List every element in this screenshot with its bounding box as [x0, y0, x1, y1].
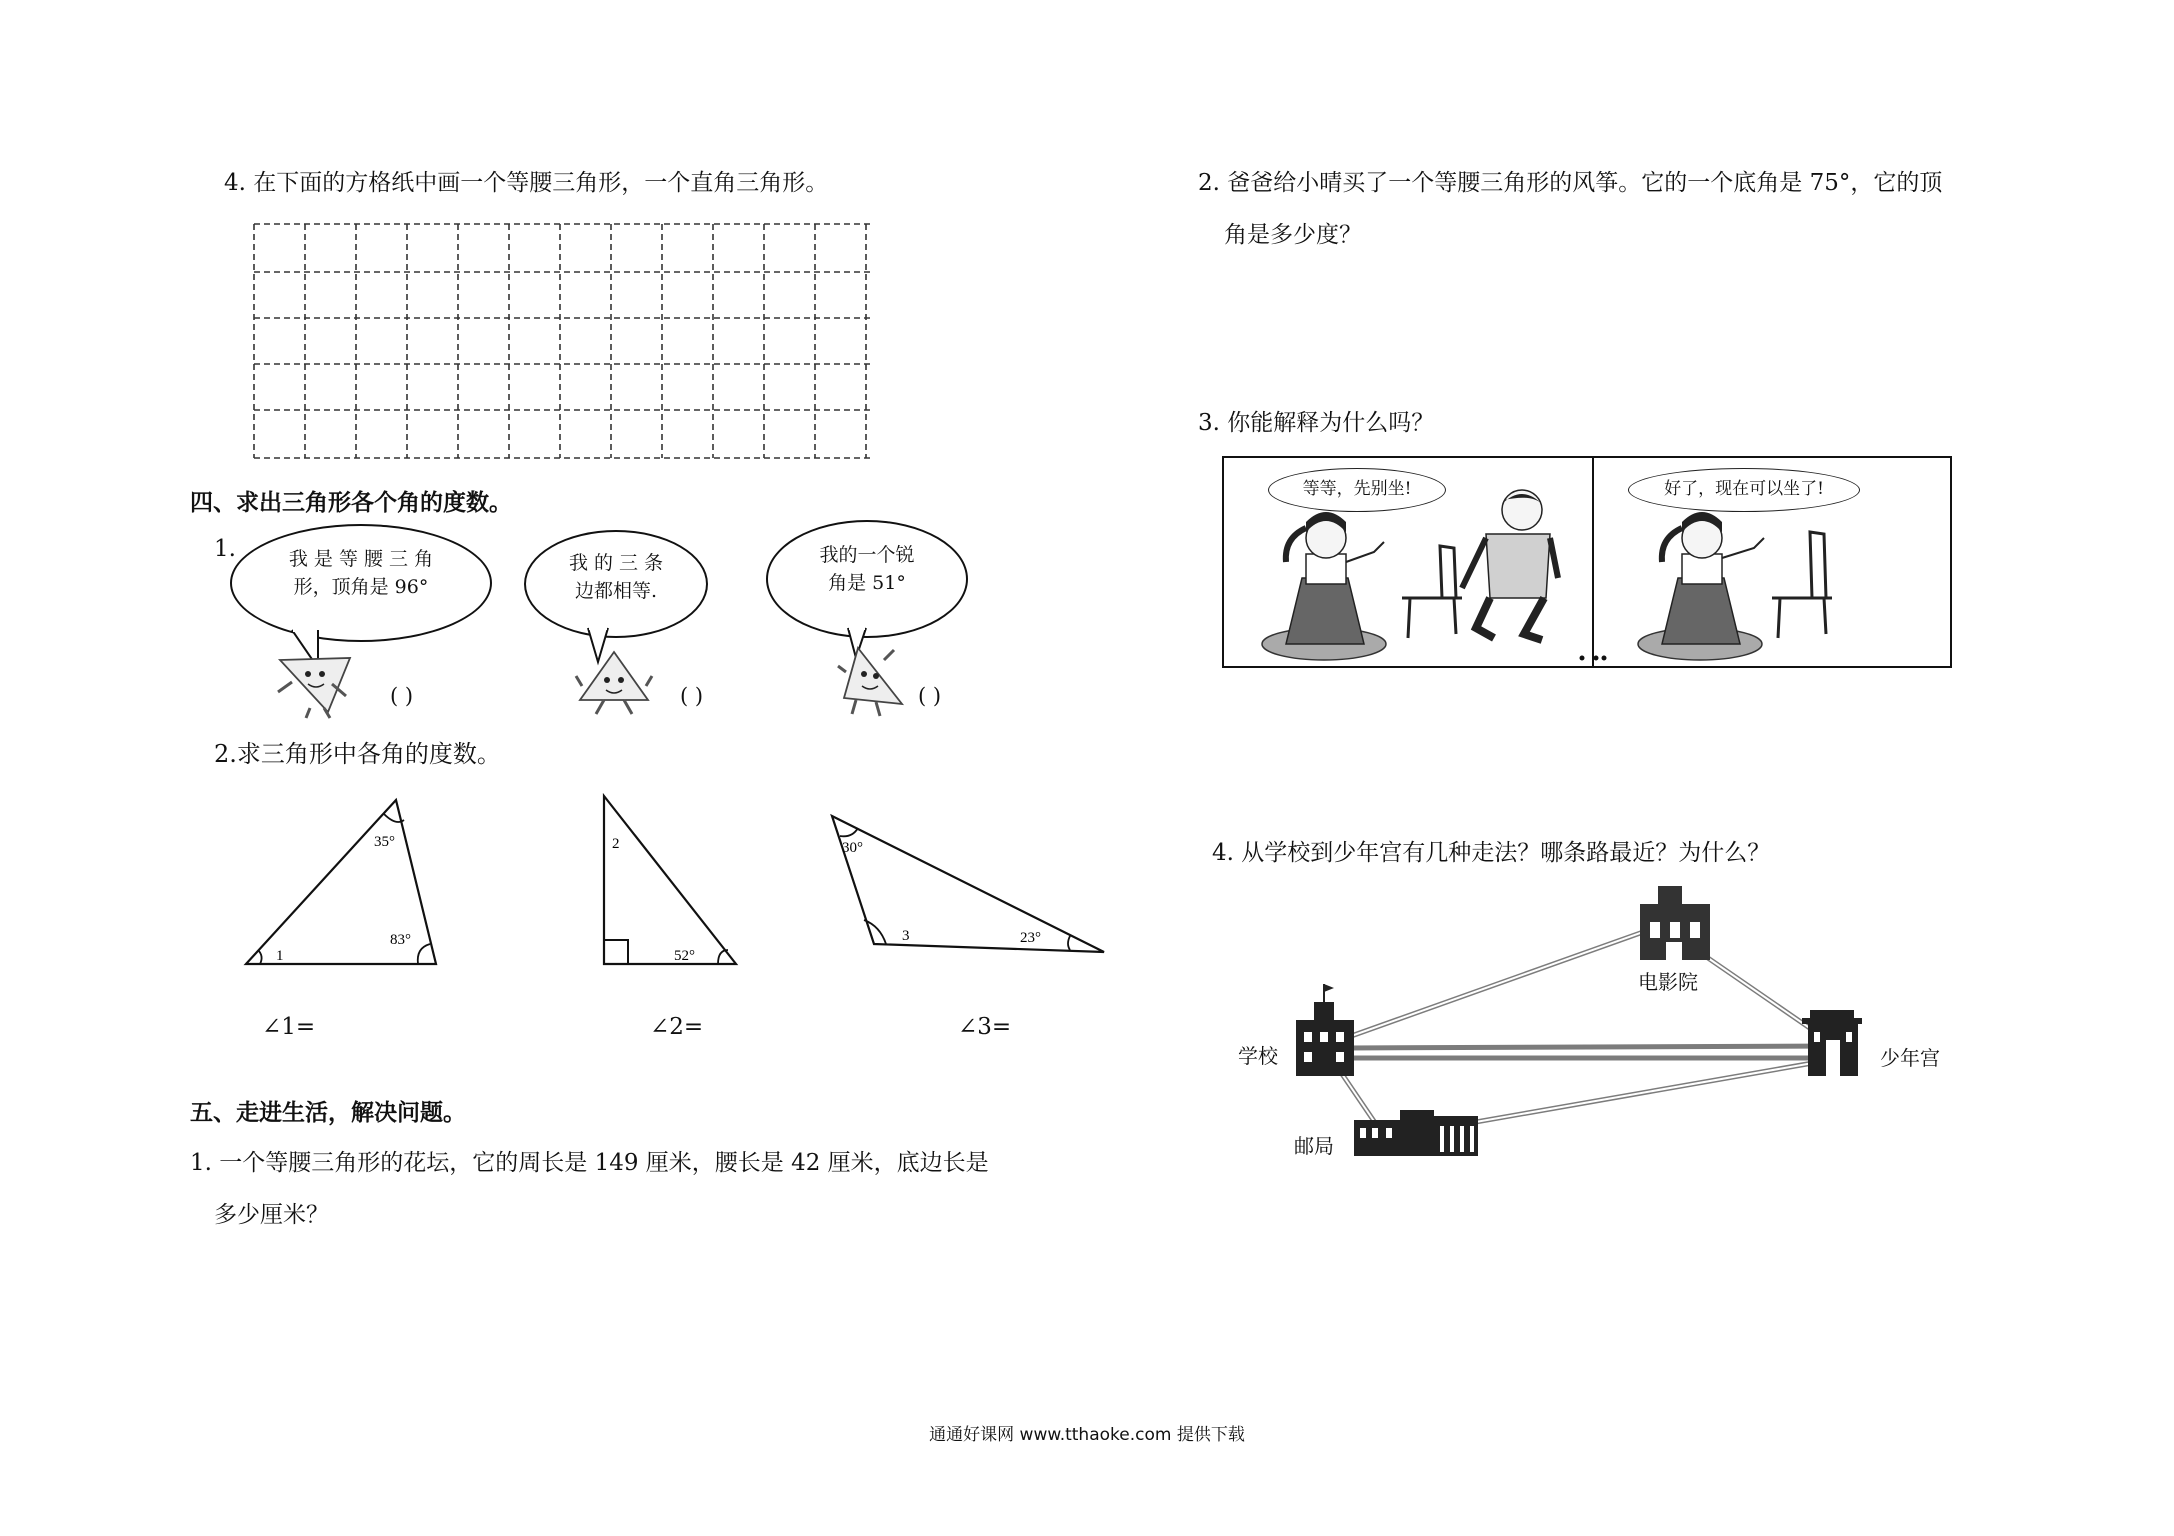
- map-label-school: 学校: [1238, 1044, 1278, 1068]
- answer-blank[interactable]: ( ): [680, 684, 704, 708]
- school-building-icon: [1296, 984, 1354, 1076]
- angle-label: 2: [612, 836, 620, 852]
- right-q3: 3. 你能解释为什么吗？: [1198, 410, 1435, 436]
- triangle-character-1-icon: [270, 652, 360, 720]
- route-map: [1230, 880, 1950, 1180]
- answer-blank[interactable]: ( ): [390, 684, 414, 708]
- angle-3-answer[interactable]: ∠3=: [958, 1014, 1012, 1040]
- triangle-character-2-icon: [574, 646, 654, 718]
- bubble-line: 形，顶角是 96°: [293, 575, 429, 598]
- right-q2-line1: 2. 爸爸给小晴买了一个等腰三角形的风筝。它的一个底角是 75°，它的顶: [1198, 170, 1943, 196]
- bubble-line: 边都相等.: [574, 579, 658, 602]
- map-label-palace: 少年宫: [1880, 1046, 1940, 1070]
- speech-cloud-left: 等等，先别坐!: [1268, 468, 1446, 512]
- cinema-building-icon: [1640, 886, 1710, 960]
- comic-strip: [1222, 456, 1952, 668]
- question-4-draw: 4. 在下面的方格纸中画一个等腰三角形，一个直角三角形。: [224, 170, 829, 196]
- triangle-character-3-icon: [836, 642, 908, 718]
- speech-bubble-acute: [766, 520, 968, 638]
- map-label-post-office: 邮局: [1294, 1134, 1334, 1158]
- section-5-title: 五、走进生活，解决问题。: [190, 1100, 466, 1126]
- right-q4: 4. 从学校到少年宫有几种走法？哪条路最近？为什么？: [1212, 840, 1771, 866]
- bubble-line: 角是 51°: [828, 571, 906, 594]
- speech-bubble-isosceles: [230, 524, 492, 642]
- speech-cloud-right: 好了，现在可以坐了!: [1628, 468, 1860, 512]
- triangle-figure-2: [596, 790, 746, 970]
- triangle-figure-3: [820, 808, 1110, 968]
- angle-label: 83°: [390, 932, 411, 948]
- angle-label: 23°: [1020, 930, 1041, 946]
- angle-label: 1: [276, 948, 284, 964]
- section-4-title: 四、求出三角形各个角的度数。: [190, 490, 512, 516]
- map-label-cinema: 电影院: [1638, 970, 1698, 994]
- grid-paper[interactable]: [252, 222, 872, 462]
- section-5-q1-line1: 1. 一个等腰三角形的花坛，它的周长是 149 厘米，腰长是 42 厘米，底边长是: [190, 1150, 989, 1176]
- section-4-q2: 2.求三角形中各角的度数。: [214, 740, 501, 768]
- bubble-line: 我 的 三 条: [568, 552, 664, 574]
- angle-label: 30°: [842, 840, 863, 856]
- speech-bubble-equilateral: [524, 530, 708, 638]
- angle-label: 35°: [374, 834, 395, 850]
- angle-label: 52°: [674, 948, 695, 964]
- footer-credit: 通通好课网 www.tthaoke.com 提供下载: [929, 1425, 1245, 1445]
- angle-2-answer[interactable]: ∠2=: [650, 1014, 704, 1040]
- section-5-q1-line2: 多少厘米？: [214, 1202, 329, 1228]
- angle-label: 3: [902, 928, 910, 944]
- section-4-q1-number: 1.: [214, 536, 236, 562]
- bubble-line: 我的一个锐: [819, 544, 915, 566]
- angle-1-answer[interactable]: ∠1=: [262, 1014, 316, 1040]
- palace-building-icon: [1802, 1010, 1862, 1076]
- triangle-figure-1: [240, 790, 440, 970]
- answer-blank[interactable]: ( ): [918, 684, 942, 708]
- right-q2-line2: 角是多少度？: [1224, 222, 1362, 248]
- bubble-line: 我 是 等 腰 三 角: [288, 548, 434, 570]
